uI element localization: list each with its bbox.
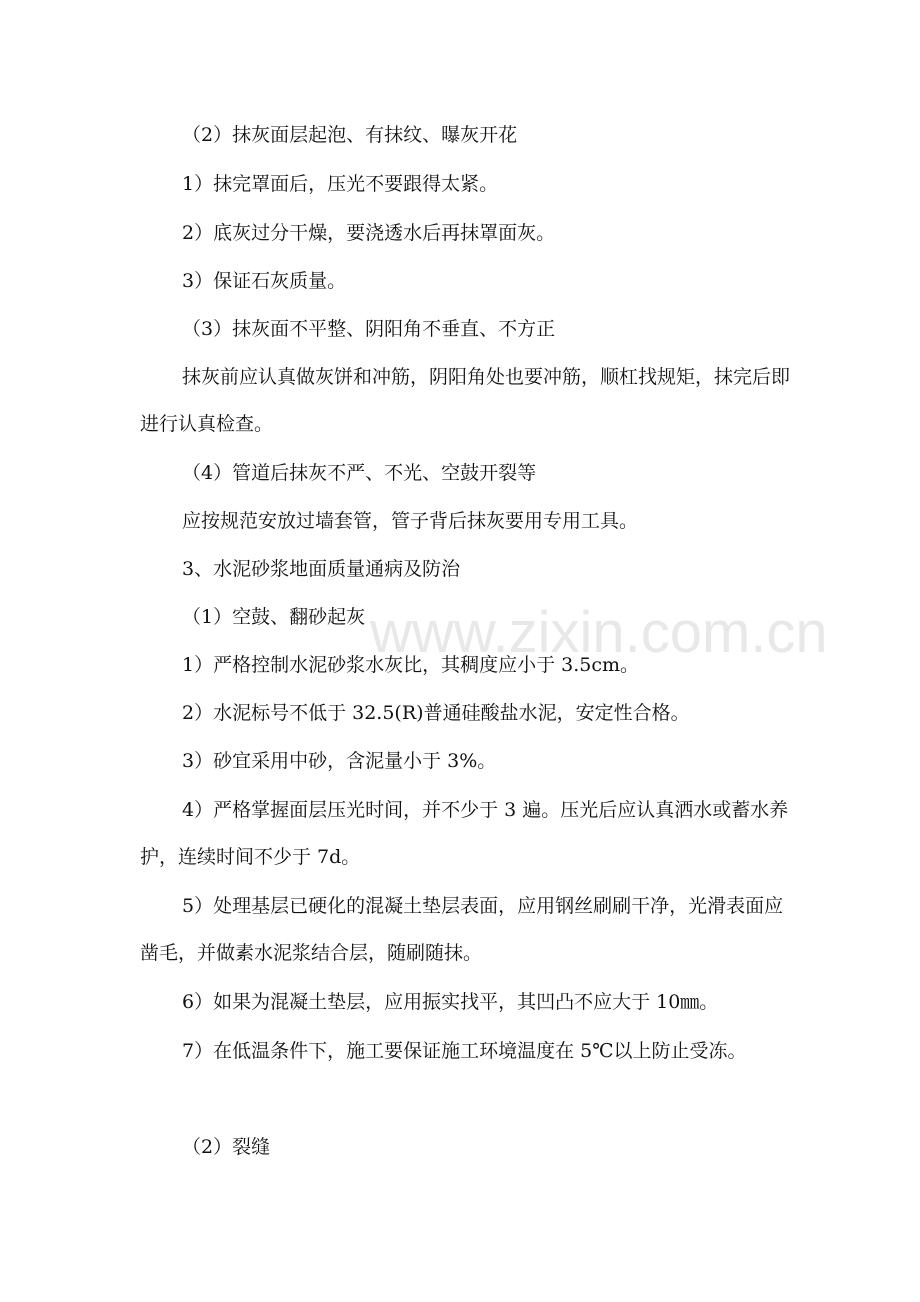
section-heading: 3、水泥砂浆地面质量通病及防治 [182, 558, 461, 580]
paragraph: （4）管道后抹灰不严、不光、空鼓开裂等 [182, 462, 537, 484]
paragraph: （3）抹灰面不平整、阴阳角不垂直、不方正 [182, 318, 556, 340]
paragraph: 1）抹完罩面后，压光不要跟得太紧。 [182, 173, 499, 195]
watermark: www.zixin.com.cn [370, 600, 828, 665]
paragraph: 应按规范安放过墙套管，管子背后抹灰要用专用工具。 [182, 510, 639, 532]
paragraph: 2）底灰过分干燥，要浇透水后再抹罩面灰。 [182, 222, 556, 244]
paragraph: 1）严格控制水泥砂浆水灰比，其稠度应小于 3.5cm。 [182, 654, 640, 676]
paragraph: 6）如果为混凝土垫层，应用振实找平，其凹凸不应大于 10㎜。 [182, 991, 719, 1013]
paragraph: （2）抹灰面层起泡、有抹纹、曝灰开花 [182, 124, 518, 146]
paragraph: （2）裂缝 [182, 1136, 271, 1158]
paragraph: （1）空鼓、翻砂起灰 [182, 606, 366, 628]
paragraph: 5）处理基层已硬化的混凝土垫层表面，应用钢丝刷刷干净，光滑表面应凿毛，并做素水泥浆结合层，随刷随抹。 [140, 895, 784, 964]
paragraph: 7）在低温条件下，施工要保证施工环境温度在 5℃以上防止受冻。 [182, 1040, 747, 1062]
paragraph: 2）水泥标号不低于 32.5(R)普通硅酸盐水泥，安定性合格。 [182, 702, 690, 724]
paragraph: 3）保证石灰质量。 [182, 270, 347, 292]
paragraph: 3）砂宜采用中砂，含泥量小于 3%。 [182, 750, 497, 772]
paragraph: 4）严格掌握面层压光时间，并不少于 3 遍。压光后应认真洒水或蓄水养护，连续时间不少于 7d。 [140, 799, 789, 868]
paragraph: 抹灰前应认真做灰饼和冲筋，阴阳角处也要冲筋，顺杠找规矩，抹完后即进行认真检查。 [140, 366, 791, 435]
